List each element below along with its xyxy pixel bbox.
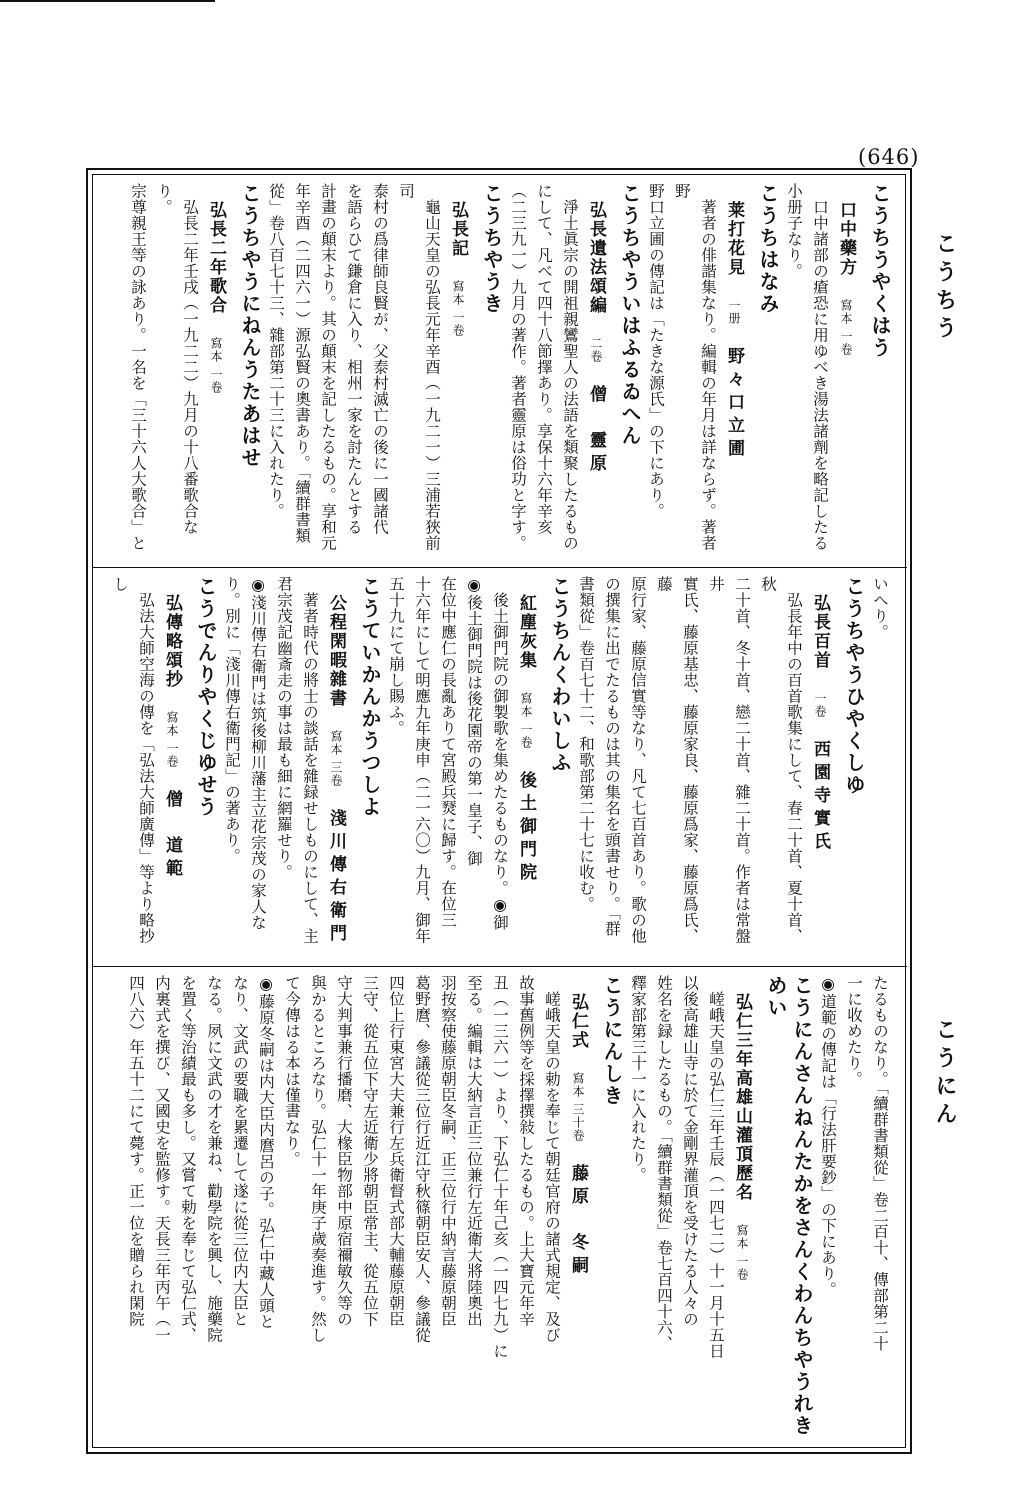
tier-top xyxy=(93,175,907,568)
entry-title-line xyxy=(203,183,229,559)
entry-text-line: なり、文武の要職を累遷して遂に從三位内大臣と xyxy=(231,975,249,1327)
entry-title: 紅塵灰集 xyxy=(516,594,536,670)
entry-text-line: 葛野麿、參議從三位行近江守秋篠朝臣安人、參議從 xyxy=(413,975,431,1343)
entry-text-line: の撰集に出でたるものは其の集名を頭書せり。「群 xyxy=(603,576,621,937)
entry-text-line: なる。夙に文武の才を兼ね、勸學院を興し、施藥院 xyxy=(205,975,223,1343)
entry-title: 莱打花見 xyxy=(724,201,744,277)
entry-text-line: 一に收めたり。 xyxy=(845,975,863,1087)
entry-text-line: 著者の俳諧集なり。編輯の年月は詳ならず。著者野 xyxy=(673,183,717,551)
entry-title-line xyxy=(833,183,859,559)
entry-text-line: 二十首、冬十首、戀二十首、雜二十首。作者は常盤井 xyxy=(707,576,751,944)
entry-volume: 二卷 xyxy=(589,337,603,363)
entry-headword: こうちうやくはう xyxy=(868,183,892,359)
header-rule xyxy=(0,0,215,2)
entry-headword: こうちやうき xyxy=(480,183,504,315)
entry-title-line xyxy=(513,576,539,958)
entry-volume: 寫本 一卷 xyxy=(165,711,179,768)
entry-text-line: 宗尊親王等の詠あり。一名を「三十六人大歌合」と xyxy=(129,183,147,551)
text-column xyxy=(107,975,893,1441)
entry-volume: 寫本 一卷 xyxy=(209,337,223,394)
entry-text-line: 淨土眞宗の開祖親鸞聖人の法語を類聚したるもの xyxy=(561,198,579,551)
entry-title-line xyxy=(729,975,755,1441)
entry-text-line: 與かるところなり。弘仁十一年庚子歲奏進す。然し xyxy=(309,975,327,1343)
entry-author: 後土御門院 xyxy=(516,770,536,886)
entry-text-line: 從」卷八百七十三、雜部第二十三に入れたり。 xyxy=(267,183,285,519)
entry-text-line: 弘法大師空海の傳を「弘法大師廣傳」等より略抄し xyxy=(111,576,155,944)
entry-volume: 寫本 三十卷 xyxy=(571,1072,585,1142)
entry-text-line: 小册子なり。 xyxy=(785,183,803,279)
entry-author: 西園寺實氏 xyxy=(810,740,830,855)
entry-headword: こうちやういはふるゐへん xyxy=(618,183,642,447)
entry-author: 僧 道範 xyxy=(162,789,182,882)
entry-text-line: を置く等治績最も多し。又嘗て勅を奉じて弘仁式、 xyxy=(179,975,197,1343)
entry-text-line: 泰村の爲律師良賢が、父泰村滅亡の後に一國諸代 xyxy=(371,183,389,535)
entry-volume: 一卷 xyxy=(813,692,827,718)
entry-text-line: 在位中應仁の長亂ありて宮殿兵燹に歸す。在位三 xyxy=(439,576,457,928)
entry-text-line: 釋家部第三十一に入れたり。 xyxy=(629,975,647,1183)
entry-text-line: にして、凡べて四十八節擇あり。享保十六年辛亥 xyxy=(535,183,553,535)
entry-author: 藤原 冬嗣 xyxy=(568,1163,588,1279)
entry-text-line: 姓名を録したるもの。「續群書類從」卷七百四十六、 xyxy=(655,975,673,1352)
entry-title: 弘長百首 xyxy=(810,594,830,670)
entry-headword: こうちはなみ xyxy=(756,183,780,315)
entry-text-line: ◉後土御門院は後花園帝の第一皇子、御 xyxy=(465,576,483,867)
entry-text-line: 至る。編輯は大納言正三位兼行左近衛大將陸奧出 xyxy=(465,975,483,1327)
entry-text-line: 弘長二年壬戌（一九二二）九月の十八番歌合なり。 xyxy=(155,183,199,535)
entry-title: 弘長記 xyxy=(448,201,468,258)
entry-text-line: 守大判事兼行播磨、大椽臣物部中原宿禰敏久等の xyxy=(335,975,353,1327)
entry-text-line: 四八六）年五十二にて薨す。正一位を贈られ閑院 xyxy=(127,975,145,1327)
entry-volume: 寫本 一卷 xyxy=(735,1224,749,1281)
entry-author: 僧 靈原 xyxy=(586,385,606,477)
entry-title: 弘仁式 xyxy=(568,993,588,1050)
entry-title-line xyxy=(565,975,591,1441)
entry-title-line xyxy=(159,576,185,958)
tier-middle xyxy=(93,568,907,967)
entry-text-line: ◉淺川傳右衛門は筑後柳川藩主立花宗茂の家人な xyxy=(249,576,267,931)
entry-text-line: 故事舊例等を採擇撰敍したるもの。上大寶元年辛 xyxy=(517,975,535,1327)
entry-headword: こうていかんかうつしよ xyxy=(358,576,382,818)
entry-volume: 一册 xyxy=(727,299,741,325)
entry-text-line: たるものなり。「續群書類從」卷二百十、傳部第二十 xyxy=(871,975,889,1352)
entry-text-line: 計畫の顛末より。其の顛末を記したるもの。享和元 xyxy=(319,183,337,551)
page-inner-frame xyxy=(92,174,906,1448)
entry-title-line xyxy=(323,576,349,958)
text-column xyxy=(107,183,893,559)
entry-title-line xyxy=(583,183,609,559)
page-frame xyxy=(86,168,912,1454)
entry-volume: 寫本 一卷 xyxy=(451,280,465,337)
entry-headword: こうにんさんねんたかをさんくわんちやうれきめい xyxy=(764,975,814,1437)
entry-title-line xyxy=(445,183,471,559)
entry-text-line: （二三九一）九月の著作。著者靈原は俗功と字す。 xyxy=(509,183,527,551)
entry-volume: 寫本 一卷 xyxy=(519,692,533,749)
entry-text-line: て今傳はる本は僅書なり。 xyxy=(283,975,301,1167)
entry-text-line: ◉道範の傳記は「行法肝要鈔」の下にあり。 xyxy=(819,975,837,1298)
entry-text-line: 十六年にして明應九年庚申（二一六〇）九月、御年 xyxy=(413,576,431,944)
entry-title: 弘長遺法頌編 xyxy=(586,201,606,315)
entry-text-line: 後土御門院の御製歌を集めたるものなり。◉御 xyxy=(491,591,509,930)
entry-text-line: り。別に「淺川傳右衛門記」の著あり。 xyxy=(223,576,241,864)
entry-text-line: 嵯峨天皇の弘仁三年壬辰（一四七二）十一月十五日 xyxy=(707,990,725,1359)
entry-title: 弘長二年歌合 xyxy=(206,201,226,315)
entry-headword: こうちんくわいしふ xyxy=(548,576,572,774)
entry-title: 弘傳略頌抄 xyxy=(162,594,182,689)
entry-headword: こうにんしき xyxy=(600,975,624,1107)
running-head-right: こうちう xyxy=(932,232,958,344)
entry-text-line: 君宗茂記幽斎走の事は最も細に網羅せり。 xyxy=(275,576,293,880)
entry-text-line: 龜山天皇の弘長元年辛酉（一九二一）三浦若狹前司 xyxy=(397,183,441,551)
entry-title-line xyxy=(721,183,747,559)
entry-text-line: 野口立圃の傳記は「たきな源氏」の下にあり。 xyxy=(647,183,665,519)
entry-volume: 寫本 一卷 xyxy=(839,299,853,356)
entry-text-line: 口中諸部の瘡恐に用ゆべき湯法諸劑を略記したる xyxy=(811,198,829,551)
text-column xyxy=(107,576,893,958)
entry-text-line: 内裏式を撰び、又國史を監修す。天長三年丙午（一 xyxy=(153,975,171,1343)
entry-text-line: 丑（一三六一）より、下弘仁十年己亥（一四七九）に xyxy=(491,975,509,1359)
entry-text-line: 原行家、藤原信實等なり、凡て七百首あり。歌の他 xyxy=(629,576,647,944)
entry-text-line: いへり。 xyxy=(871,576,889,640)
entry-text-line: ◉藤原冬嗣は内大臣内麿呂の子。弘仁中藏人頭と xyxy=(257,975,275,1330)
entry-headword: こうちやうひやくしゆ xyxy=(842,576,866,796)
entry-text-line: 以後高雄山寺に於て金剛界灌頂を受けたる人々の xyxy=(681,975,699,1327)
entry-text-line: 弘長年中の百首歌集にして、春二十首、夏十首、秋 xyxy=(759,576,803,944)
entry-text-line: 書類從」卷百七十二、和歌部第二十七に收む。 xyxy=(577,576,595,912)
entry-title: 公程閑暇雜書 xyxy=(326,594,346,708)
page-number: (646) xyxy=(858,145,920,169)
entry-headword: こうちやうにねんうたあはせ xyxy=(238,183,262,469)
entry-text-line: を語らひて鎌倉に入り、相州一家を討たんとする xyxy=(345,183,363,535)
tier-bottom xyxy=(93,967,907,1449)
entry-title: 口中藥方 xyxy=(836,201,856,277)
running-head-left: こうにん xyxy=(932,1018,958,1130)
entry-volume: 寫本 三卷 xyxy=(329,730,343,787)
entry-title-line xyxy=(807,576,833,958)
entry-text-line: 五十九にて崩し賜ふ。 xyxy=(387,576,405,736)
entry-title: 弘仁三年高雄山灌頂歷名 xyxy=(732,993,752,1202)
entry-text-line: 四位上行東宮大夫兼行左兵衛督式部大輔藤原朝臣 xyxy=(387,975,405,1327)
entry-text-line: 年辛酉（二四六一）源弘賢の奧書あり。「續群書類 xyxy=(293,183,311,544)
entry-author: 淺川傳右衛門 xyxy=(326,808,346,947)
entry-text-line: 實氏、藤原基忠、藤原家良、藤原爲家、藤原爲氏、藤 xyxy=(655,576,699,944)
entry-text-line: 著者時代の將士の談話を雜録せしものにして、主 xyxy=(301,591,319,944)
entry-text-line: 嵯峨天皇の勅を奉じて朝廷官府の諸式規定、及び xyxy=(543,990,561,1343)
entry-text-line: 羽按察使藤原朝臣冬嗣、正三位行中納言藤原朝臣 xyxy=(439,975,457,1327)
entry-text-line: 三守、從五位下守左近衛少將朝臣常主、從五位下 xyxy=(361,975,379,1327)
entry-author: 野々口立圃 xyxy=(724,347,744,462)
entry-headword: こうでんりやくじゆせう xyxy=(194,576,218,818)
